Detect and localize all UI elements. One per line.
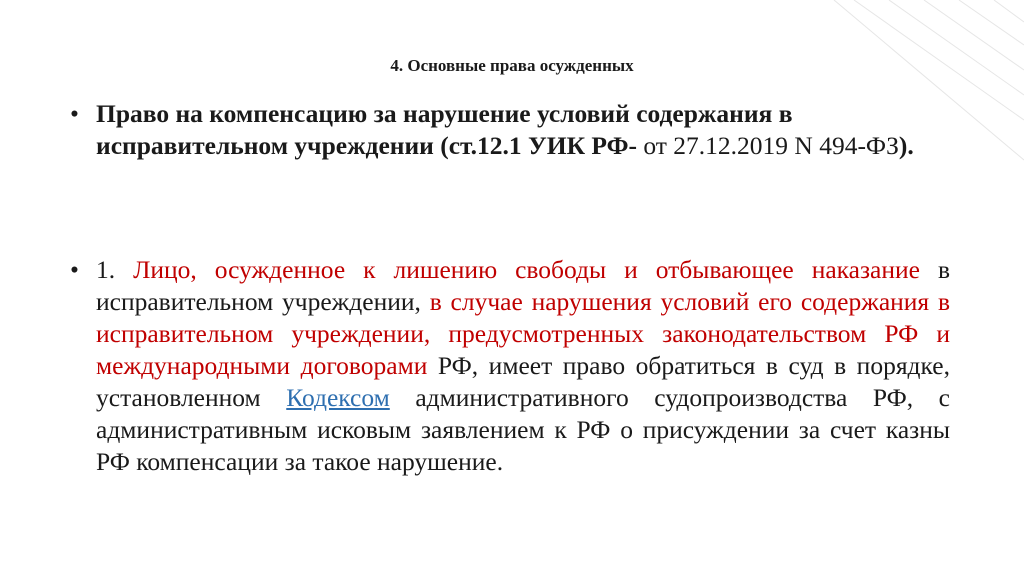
slide-title: 4. Основные права осужденных xyxy=(390,56,634,75)
bullet-dot: • xyxy=(70,99,79,128)
bullet-dot: • xyxy=(70,255,79,284)
plain-text-3: административного судопроизводства РФ, с административным исковым заявлением к РФ о присуждении за счет казны РФ компенсации за такое нарушение. xyxy=(96,383,950,476)
bullet-text xyxy=(96,98,950,162)
bullet-bold-text: Право на компенсацию за нарушение условий содержания в исправительном учреждении (ст.12.1 УИК РФ- xyxy=(96,99,793,160)
codex-link[interactable]: Кодексом xyxy=(286,383,390,412)
bullet-article-text xyxy=(70,254,950,478)
law-reference: от 27.12.2019 N 494-ФЗ xyxy=(636,131,899,160)
corner-line xyxy=(994,0,1024,22)
bullet-right-to-compensation xyxy=(70,98,950,162)
plain-text-1: в исправительном учреждении, xyxy=(96,255,950,316)
highlight-red-1: Лицо, осужденное к лишению свободы и отбывающее наказание xyxy=(133,255,920,284)
plain-text-2: РФ, имеет право обратиться в суд в порядке, установленном xyxy=(96,351,950,412)
corner-line xyxy=(959,0,1024,45)
bullet-closing: ). xyxy=(898,131,914,160)
paragraph-number: 1. xyxy=(96,255,134,284)
corner-line xyxy=(889,0,1024,95)
highlight-red-2: в случае нарушения условий его содержания в исправительном учреждении, предусмотренных законодательством РФ и международными договорами xyxy=(96,287,950,380)
article-paragraph xyxy=(96,254,950,478)
